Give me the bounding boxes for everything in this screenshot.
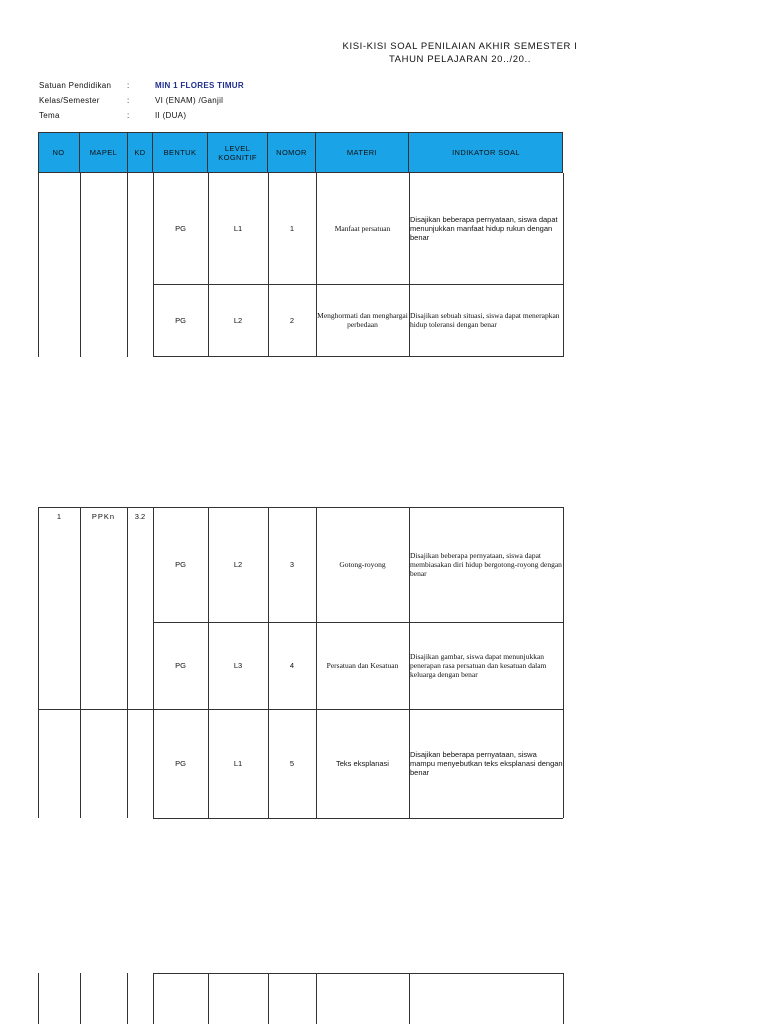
cell-nomor: 1 [289,224,295,233]
meta-value-class: VI (ENAM) /Ganjil [155,96,224,105]
header-no: NO [38,132,80,173]
cell-indikator: Disajikan sebuah situasi, siswa dapat menerapkan hidup toleransi dengan benar [410,311,560,329]
cell-bentuk: PG [175,661,186,670]
meta-value-theme: II (DUA) [155,111,187,120]
cell-materi: Persatuan dan Kesatuan [326,661,399,670]
header-nomor: NOMOR [268,132,316,173]
meta-sep: : [127,81,130,90]
cell-materi: Teks eksplanasi [336,759,389,768]
cell-level: L2 [233,315,243,325]
cell-bentuk: PG [175,560,186,569]
title-line-2: TAHUN PELAJARAN 20../20.. [388,54,532,65]
cell-level: L1 [233,759,243,768]
cell-indikator: Disajikan beberapa pernyataan, siswa dapat membiasakan diri hidup bergotong-royong dengan benar [410,551,562,578]
cell-bentuk: PG [175,759,186,768]
header-bentuk: BENTUK [153,132,208,173]
cell-materi: Menghormati dan menghargai perbedaan [317,311,408,329]
cell-indikator: Disajikan beberapa pernyataan, siswa dapat menunjukkan manfaat hidup rukun dengan benar [410,215,558,242]
group-kd: 3.2 [134,511,146,521]
meta-value-school: MIN 1 FLORES TIMUR [155,81,244,90]
cell-nomor: 3 [289,560,295,569]
meta-label-school: Satuan Pendidikan [39,81,112,90]
cell-level: L2 [233,560,243,569]
title-line-1: KISI-KISI SOAL PENILAIAN AKHIR SEMESTER I [342,41,578,52]
meta-label-theme: Tema [39,111,60,120]
cell-materi: Manfaat persatuan [334,224,391,233]
cell-nomor: 5 [289,759,295,768]
cell-level: L3 [233,661,243,670]
cell-nomor: 2 [289,315,295,325]
header-mapel: MAPEL [80,132,128,173]
cell-indikator: Disajikan gambar, siswa dapat menunjukkan penerapan rasa persatuan dan kesatuan dalam keluarga dengan benar [410,652,547,679]
header-materi: MATERI [316,132,409,173]
cell-indikator: Disajikan beberapa pernyataan, siswa mampu menyebutkan teks eksplanasi dengan benar [410,750,563,777]
header-level: LEVEL KOGNITIF [208,132,268,173]
header-kd: KD [128,132,153,173]
cell-level: L1 [233,224,243,233]
cell-bentuk: PG [175,224,186,233]
meta-sep: : [127,96,130,105]
cell-nomor: 4 [289,661,295,670]
cell-materi: Gotong-royong [339,560,386,569]
meta-sep: : [127,111,130,120]
header-indikator: INDIKATOR SOAL [452,148,520,157]
group-mapel: PPKn [91,511,116,521]
cell-bentuk: PG [175,315,186,325]
group-no: 1 [56,511,62,521]
meta-label-class: Kelas/Semester [39,96,100,105]
